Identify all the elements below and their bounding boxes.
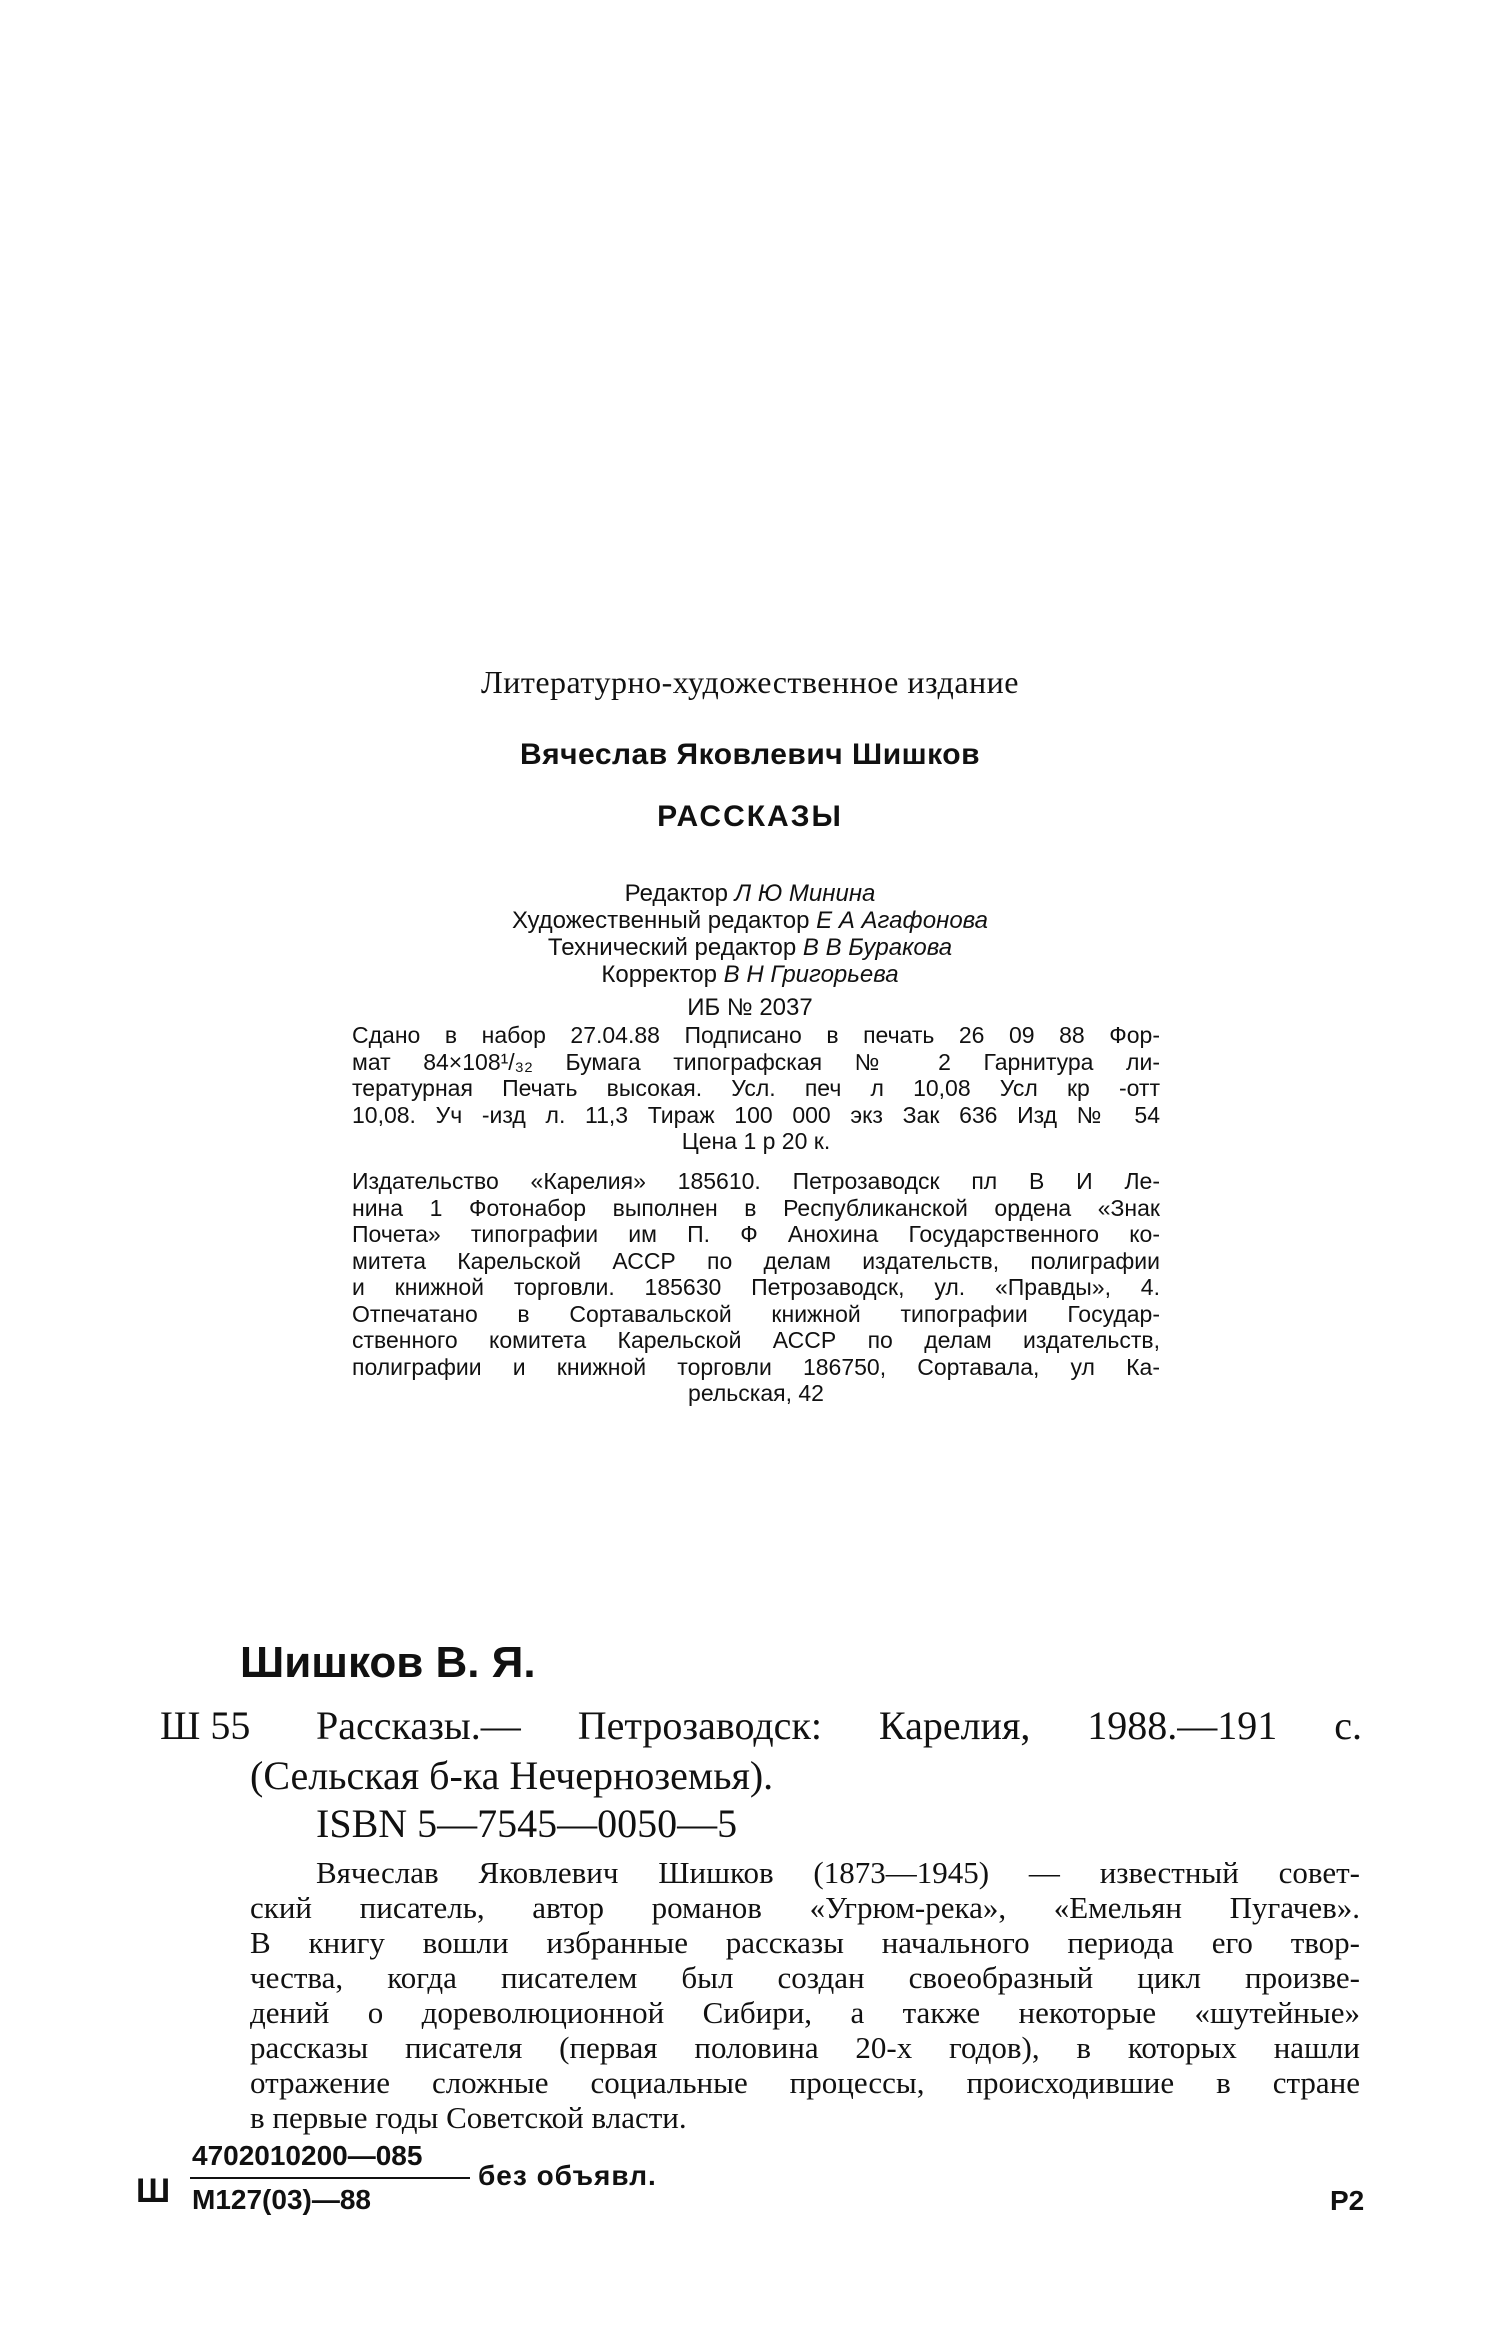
annotation-line: дений о дореволюционной Сибири, а также некоторые «шутейные» [250, 1995, 1360, 2030]
staff-name: В Н Григорьева [723, 961, 899, 988]
staff-proofreader [0, 961, 1500, 989]
print-details-line: тературная Печать высокая. Усл. печ л 10,08 Усл кр -отт [352, 1075, 1160, 1101]
annotation-line: чества, когда писателем был создан своеобразный цикл произве- [250, 1960, 1360, 1995]
catalog-code: Ш 55 [160, 1703, 251, 1748]
publisher-info-line: ственного комитета Карельской АССР по делам издательств, [352, 1327, 1160, 1353]
price: Цена 1 р 20 к. [681, 1128, 831, 1154]
print-details [352, 1022, 1160, 1155]
staff-name: Е А Агафонова [816, 907, 989, 934]
catalog-title-line: Рассказы.— Петрозаводск: Карелия, 1988.—191 с. [316, 1703, 1362, 1748]
annotation-last-line: в первые годы Советской власти. [250, 2100, 687, 2135]
annotation-line: рассказы писателя (первая половина 20-х годов), в которых нашли [250, 2030, 1360, 2065]
print-details-line: мат 84×108¹/₃₂ Бумага типографская № 2 Гарнитура ли- [352, 1048, 1160, 1075]
catalog-note: без объявл. [478, 2160, 657, 2191]
staff-name: В В Буракова [802, 934, 953, 961]
staff-role: Корректор [601, 961, 717, 988]
publisher-info-line: и книжной торговли. 185630 Петрозаводск, ул. «Правды», 4. [352, 1274, 1160, 1300]
publisher-info-line: Издательство «Карелия» 185610. Петрозаводск пл В И Ле- [352, 1168, 1160, 1194]
annotation-line: ский писатель, автор романов «Угрюм-река», «Емельян Пугачев». [250, 1890, 1360, 1925]
publisher-info-line: полиграфии и книжной торговли 186750, Сортавала, ул Ка- [352, 1353, 1160, 1380]
staff-art-editor [0, 907, 1500, 935]
ib-number: ИБ № 2037 [687, 994, 813, 1021]
series-code: Р2 [1330, 2185, 1365, 2216]
imprint-author: Вячеслав Яковлевич Шишков [519, 738, 981, 771]
staff-role: Художественный редактор [511, 907, 810, 934]
fraction-bar [190, 2177, 470, 2179]
catalog-index-denominator: М127(03)—88 [192, 2184, 371, 2215]
edition-type: Литературно-художественное издание [481, 664, 1019, 700]
print-details-line: Сдано в набор 27.04.88 Подписано в печать 26 09 88 Фор- [352, 1022, 1160, 1048]
imprint-title: РАССКАЗЫ [657, 800, 843, 833]
annotation-line: Вячеслав Яковлевич Шишков (1873—1945) — известный совет- [316, 1855, 1360, 1890]
staff-name: Л Ю Минина [734, 880, 876, 907]
publisher-info-last: рельская, 42 [688, 1380, 824, 1406]
annotation [250, 1855, 1360, 2135]
staff-editor [0, 880, 1500, 908]
catalog-series-line: (Сельская б-ка Нечерноземья). [250, 1753, 774, 1798]
staff-role: Редактор [624, 880, 728, 907]
print-details-line: 10,08. Уч -изд л. 11,3 Тираж 100 000 экз Зак 636 Изд № 54 [352, 1101, 1160, 1128]
staff-tech-editor [0, 934, 1500, 962]
catalog-index-numerator: 4702010200—085 [192, 2140, 423, 2171]
staff-role: Технический редактор [547, 934, 797, 961]
annotation-line: В книгу вошли избранные рассказы начального периода его твор- [250, 1925, 1360, 1960]
catalog-author-heading: Шишков В. Я. [240, 1638, 536, 1687]
publisher-info-line: Почета» типографии им П. Ф Анохина Государственного ко- [352, 1221, 1160, 1247]
catalog-isbn: ISBN 5—7545—0050—5 [316, 1801, 738, 1846]
catalog-letter: Ш [136, 2172, 171, 2210]
publisher-info-line: Отпечатано в Сортавальской книжной типографии Государ- [352, 1300, 1160, 1327]
annotation-line: отражение сложные социальные процессы, происходившие в стране [250, 2065, 1360, 2100]
publisher-info [352, 1168, 1160, 1407]
publisher-info-line: митета Карельской АССР по делам издательств, полиграфии [352, 1247, 1160, 1274]
publisher-info-line: нина 1 Фотонабор выполнен в Республиканской ордена «Знак [352, 1194, 1160, 1221]
